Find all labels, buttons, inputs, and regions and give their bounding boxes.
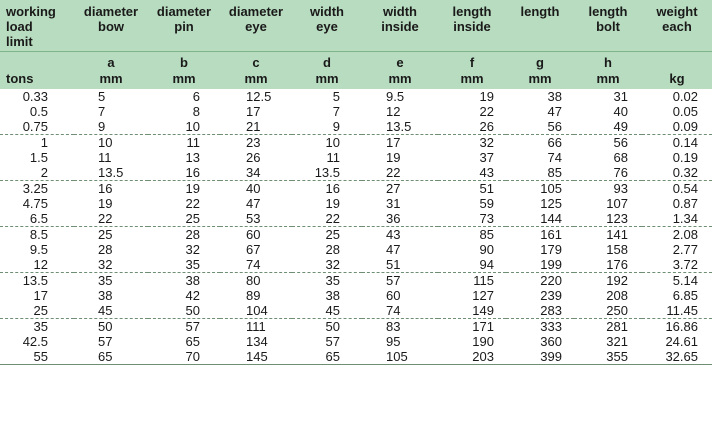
- table-cell: 12.5: [246, 89, 272, 104]
- column-header-0: [0, 0, 74, 51]
- table-cell: 55: [0, 349, 74, 365]
- column-unit-9: [642, 51, 712, 89]
- table-cell: 161: [540, 227, 562, 242]
- table-cell: 59: [479, 196, 494, 211]
- table-cell: 10: [148, 119, 220, 135]
- table-cell: 56: [613, 135, 628, 150]
- column-header-line: load: [6, 19, 33, 34]
- table-cell: 11.45: [642, 303, 712, 319]
- table-cell: 40: [246, 181, 261, 196]
- table-cell: 19: [479, 89, 494, 104]
- column-header-line: eye: [245, 19, 267, 34]
- table-cell: 38: [98, 288, 113, 303]
- table-cell: 0.19: [672, 150, 698, 165]
- table-cell: 57: [386, 273, 401, 288]
- table-cell: 19: [386, 150, 401, 165]
- table-cell: 60: [386, 288, 401, 303]
- column-unit-label: mm: [315, 70, 339, 86]
- table-cell: 28: [98, 242, 113, 257]
- column-header-line: length: [452, 4, 492, 19]
- table-cell: 28: [325, 242, 340, 257]
- table-cell: 50: [325, 319, 340, 334]
- table-cell: 38: [185, 273, 200, 288]
- table-cell: 105: [540, 181, 562, 196]
- table-row: [0, 135, 712, 151]
- table-cell: 65: [185, 334, 200, 349]
- table-cell: 144: [506, 211, 574, 227]
- table-row: [0, 334, 712, 349]
- table-cell: 22: [185, 196, 200, 211]
- column-unit-label: mm: [596, 70, 620, 86]
- table-cell: 16.86: [665, 319, 698, 334]
- table-cell: 74: [362, 303, 438, 319]
- table-cell: 32: [479, 135, 494, 150]
- table-cell: 190: [472, 334, 494, 349]
- table-cell: 25: [98, 227, 113, 242]
- table-cell: 85: [506, 165, 574, 181]
- table-cell: 13: [185, 150, 200, 165]
- table-cell: 399: [506, 349, 574, 365]
- table-cell: 0.75: [0, 119, 74, 135]
- table-cell: 13.5: [362, 119, 438, 135]
- column-unit-label: mm: [244, 70, 268, 86]
- table-cell: 333: [540, 319, 562, 334]
- table-cell: 23: [246, 135, 261, 150]
- column-header-line: limit: [6, 34, 33, 49]
- column-header-5: [362, 0, 438, 51]
- table-cell: 60: [246, 227, 261, 242]
- table-cell: 51: [479, 181, 494, 196]
- column-unit-2: [148, 51, 220, 89]
- table-cell: 36: [362, 211, 438, 227]
- table-row: [0, 165, 712, 181]
- table-row: [0, 119, 712, 135]
- column-unit-1: [74, 51, 148, 89]
- table-cell: 6: [192, 89, 200, 104]
- table-cell: 7: [332, 104, 340, 119]
- table-cell: 35: [148, 257, 220, 273]
- column-header-line: weight: [656, 4, 698, 19]
- table-cell: 66: [547, 135, 562, 150]
- table-body: [0, 89, 712, 365]
- table-row: [0, 89, 712, 104]
- table-cell: 19: [98, 196, 113, 211]
- column-header-line: width: [310, 4, 344, 19]
- table-cell: 105: [362, 349, 438, 365]
- column-symbol: e: [396, 54, 404, 70]
- table-cell: 176: [574, 257, 642, 273]
- column-unit-label: mm: [99, 70, 123, 86]
- column-header-line: eye: [316, 19, 338, 34]
- column-header-6: [438, 0, 506, 51]
- table-cell: 7: [98, 104, 106, 119]
- table-cell: 0.05: [672, 104, 698, 119]
- table-cell: 11: [326, 150, 340, 165]
- table-cell: 49: [574, 119, 642, 135]
- table-cell: 0.32: [642, 165, 712, 181]
- table-header: [0, 0, 712, 89]
- table-cell: 3.25: [22, 181, 48, 196]
- column-unit-label: mm: [388, 70, 412, 86]
- table-cell: 74: [547, 150, 562, 165]
- table-cell: 145: [220, 349, 292, 365]
- column-header-3: [220, 0, 292, 51]
- table-cell: 134: [246, 334, 268, 349]
- table-cell: 12: [0, 257, 74, 273]
- column-header-4: [292, 0, 362, 51]
- table-cell: 68: [613, 150, 628, 165]
- column-unit-label: tons: [6, 70, 34, 86]
- column-symbol: c: [252, 54, 260, 70]
- table-cell: 42: [185, 288, 200, 303]
- table-cell: 28: [185, 227, 200, 242]
- table-cell: 43: [386, 227, 401, 242]
- table-cell: 6.85: [672, 288, 698, 303]
- table-cell: 179: [540, 242, 562, 257]
- table-cell: 16: [98, 181, 113, 196]
- table-cell: 4.75: [22, 196, 48, 211]
- column-unit-5: [362, 51, 438, 89]
- table-cell: 17: [386, 135, 401, 150]
- table-cell: 35: [325, 273, 340, 288]
- table-cell: 250: [574, 303, 642, 319]
- column-symbol: b: [180, 54, 188, 70]
- table-cell: 125: [540, 196, 562, 211]
- table-cell: 16: [325, 181, 340, 196]
- table-cell: 57: [98, 334, 113, 349]
- table-cell: 50: [148, 303, 220, 319]
- table-cell: 25: [148, 211, 220, 227]
- table-cell: 47: [547, 104, 562, 119]
- column-header-line: diameter: [228, 4, 284, 19]
- table-cell: 8.5: [29, 227, 48, 242]
- table-row: [0, 150, 712, 165]
- table-cell: 94: [438, 257, 506, 273]
- table-cell: 13.5: [22, 273, 48, 288]
- table-cell: 0.33: [22, 89, 48, 104]
- table-cell: 1: [40, 135, 48, 150]
- table-cell: 158: [606, 242, 628, 257]
- table-cell: 25: [325, 227, 340, 242]
- table-cell: 57: [185, 319, 200, 334]
- table-cell: 6.5: [0, 211, 74, 227]
- table-cell: 56: [506, 119, 574, 135]
- column-header-line: length: [520, 4, 560, 19]
- column-header-line: diameter: [156, 4, 212, 19]
- column-header-line: pin: [174, 19, 194, 34]
- table-cell: 47: [386, 242, 401, 257]
- table-cell: 141: [606, 227, 628, 242]
- column-unit-8: [574, 51, 642, 89]
- column-symbol: [6, 55, 74, 71]
- column-unit-7: [506, 51, 574, 89]
- table-cell: 0.54: [672, 181, 698, 196]
- table-cell: 45: [74, 303, 148, 319]
- column-symbol: [642, 55, 712, 71]
- column-unit-label: kg: [669, 70, 685, 86]
- table-cell: 123: [574, 211, 642, 227]
- column-symbol: h: [604, 54, 612, 70]
- table-cell: 90: [479, 242, 494, 257]
- table-cell: 107: [606, 196, 628, 211]
- table-cell: 65: [74, 349, 148, 365]
- table-cell: 38: [547, 89, 562, 104]
- table-cell: 53: [220, 211, 292, 227]
- table-row: [0, 104, 712, 119]
- table-cell: 3.72: [642, 257, 712, 273]
- table-cell: 16: [148, 165, 220, 181]
- column-header-line: inside: [453, 19, 491, 34]
- table-cell: 199: [506, 257, 574, 273]
- table-cell: 45: [292, 303, 362, 319]
- table-cell: 5: [332, 89, 340, 104]
- table-cell: 27: [386, 181, 401, 196]
- table-cell: 40: [613, 104, 628, 119]
- table-cell: 95: [386, 334, 401, 349]
- table-cell: 220: [540, 273, 562, 288]
- column-header-8: [574, 0, 642, 51]
- table-cell: 104: [220, 303, 292, 319]
- table-cell: 2.77: [672, 242, 698, 257]
- table-cell: 38: [325, 288, 340, 303]
- table-cell: 9: [74, 119, 148, 135]
- table-cell: 57: [325, 334, 340, 349]
- table-cell: 74: [220, 257, 292, 273]
- table-row: [0, 303, 712, 319]
- table-cell: 19: [185, 181, 200, 196]
- table-cell: 0.5: [29, 104, 48, 119]
- table-cell: 0.87: [672, 196, 698, 211]
- table-cell: 149: [438, 303, 506, 319]
- table-cell: 281: [606, 319, 628, 334]
- table-cell: 11: [186, 135, 200, 150]
- table-cell: 5: [98, 89, 106, 104]
- column-header-line: width: [383, 4, 417, 19]
- table-cell: 17: [33, 288, 48, 303]
- table-cell: 22: [362, 165, 438, 181]
- table-cell: 65: [292, 349, 362, 365]
- table-cell: 13.5: [74, 165, 148, 181]
- table-cell: 73: [438, 211, 506, 227]
- column-symbol: a: [107, 54, 115, 70]
- table-cell: 26: [438, 119, 506, 135]
- table-row: [0, 242, 712, 257]
- column-header-line: length: [588, 4, 628, 19]
- column-header-1: [74, 0, 148, 51]
- column-unit-4: [292, 51, 362, 89]
- column-unit-6: [438, 51, 506, 89]
- table-cell: 24.61: [665, 334, 698, 349]
- column-unit-label: mm: [528, 70, 552, 86]
- table-cell: 1.34: [642, 211, 712, 227]
- table-cell: 22: [74, 211, 148, 227]
- column-header-line: bow: [98, 19, 124, 34]
- column-header-line: inside: [381, 19, 419, 34]
- column-header-2: [148, 0, 220, 51]
- table-cell: 111: [246, 319, 266, 334]
- table-cell: 47: [246, 196, 261, 211]
- table-row: [0, 211, 712, 227]
- table-row: [0, 196, 712, 211]
- table-cell: 10: [98, 135, 113, 150]
- table-cell: 80: [246, 273, 261, 288]
- table-cell: 321: [606, 334, 628, 349]
- table-cell: 85: [479, 227, 494, 242]
- table-cell: 70: [148, 349, 220, 365]
- table-cell: 13.5: [292, 165, 362, 181]
- column-unit-0: [0, 51, 74, 89]
- table-cell: 12: [386, 104, 401, 119]
- table-cell: 32: [74, 257, 148, 273]
- column-header-9: [642, 0, 712, 51]
- table-cell: 355: [574, 349, 642, 365]
- table-cell: 8: [192, 104, 200, 119]
- table-row: [0, 257, 712, 273]
- table-cell: 83: [386, 319, 401, 334]
- table-cell: 50: [98, 319, 113, 334]
- table-cell: 51: [362, 257, 438, 273]
- table-cell: 32: [185, 242, 200, 257]
- header-title-row: [0, 0, 712, 51]
- table-cell: 31: [613, 89, 628, 104]
- table-cell: 2: [0, 165, 74, 181]
- column-header-line: working: [6, 4, 56, 19]
- table-cell: 9.5: [29, 242, 48, 257]
- table-cell: 283: [506, 303, 574, 319]
- table-cell: 32: [292, 257, 362, 273]
- column-header-7: [506, 0, 574, 51]
- table-row: [0, 319, 712, 335]
- table-cell: 11: [98, 150, 112, 165]
- table-cell: 171: [472, 319, 494, 334]
- table-cell: 42.5: [22, 334, 48, 349]
- table-cell: 10: [325, 135, 340, 150]
- table-cell: 115: [473, 273, 494, 288]
- column-header-line: each: [662, 19, 692, 34]
- column-unit-label: mm: [460, 70, 484, 86]
- table-cell: 0.14: [672, 135, 698, 150]
- table-cell: 9.5: [386, 89, 405, 104]
- table-cell: 1.5: [29, 150, 48, 165]
- table-cell: 9: [292, 119, 362, 135]
- column-header-line: bolt: [596, 19, 620, 34]
- table-cell: 239: [540, 288, 562, 303]
- table-cell: 34: [220, 165, 292, 181]
- table-cell: 17: [246, 104, 261, 119]
- table-cell: 127: [472, 288, 494, 303]
- table-cell: 0.09: [642, 119, 712, 135]
- column-symbol: g: [536, 54, 544, 70]
- table-cell: 21: [220, 119, 292, 135]
- table-cell: 26: [246, 150, 261, 165]
- table-cell: 31: [386, 196, 401, 211]
- table-cell: 19: [325, 196, 340, 211]
- table-row: [0, 273, 712, 289]
- table-cell: 22: [479, 104, 494, 119]
- table-cell: 5.14: [672, 273, 698, 288]
- column-unit-label: mm: [172, 70, 196, 86]
- table-cell: 35: [98, 273, 113, 288]
- column-symbol: d: [323, 54, 331, 70]
- header-unit-row: [0, 51, 712, 89]
- table-cell: 208: [606, 288, 628, 303]
- table-cell: 25: [0, 303, 74, 319]
- table-cell: 0.02: [672, 89, 698, 104]
- table-cell: 22: [292, 211, 362, 227]
- column-header-line: diameter: [83, 4, 139, 19]
- table-cell: 360: [540, 334, 562, 349]
- table-cell: 43: [438, 165, 506, 181]
- table-row: [0, 288, 712, 303]
- table-cell: 67: [246, 242, 261, 257]
- column-symbol: f: [469, 54, 475, 70]
- table-cell: 35: [33, 319, 48, 334]
- table-cell: 2.08: [672, 227, 698, 242]
- table-cell: 37: [479, 150, 494, 165]
- table-cell: 89: [246, 288, 261, 303]
- table-row: [0, 227, 712, 243]
- table-row: [0, 349, 712, 365]
- table-cell: 93: [613, 181, 628, 196]
- table-cell: 192: [606, 273, 628, 288]
- column-unit-3: [220, 51, 292, 89]
- table-cell: 32.65: [642, 349, 712, 365]
- table-cell: 76: [574, 165, 642, 181]
- table-row: [0, 181, 712, 197]
- table-cell: 203: [438, 349, 506, 365]
